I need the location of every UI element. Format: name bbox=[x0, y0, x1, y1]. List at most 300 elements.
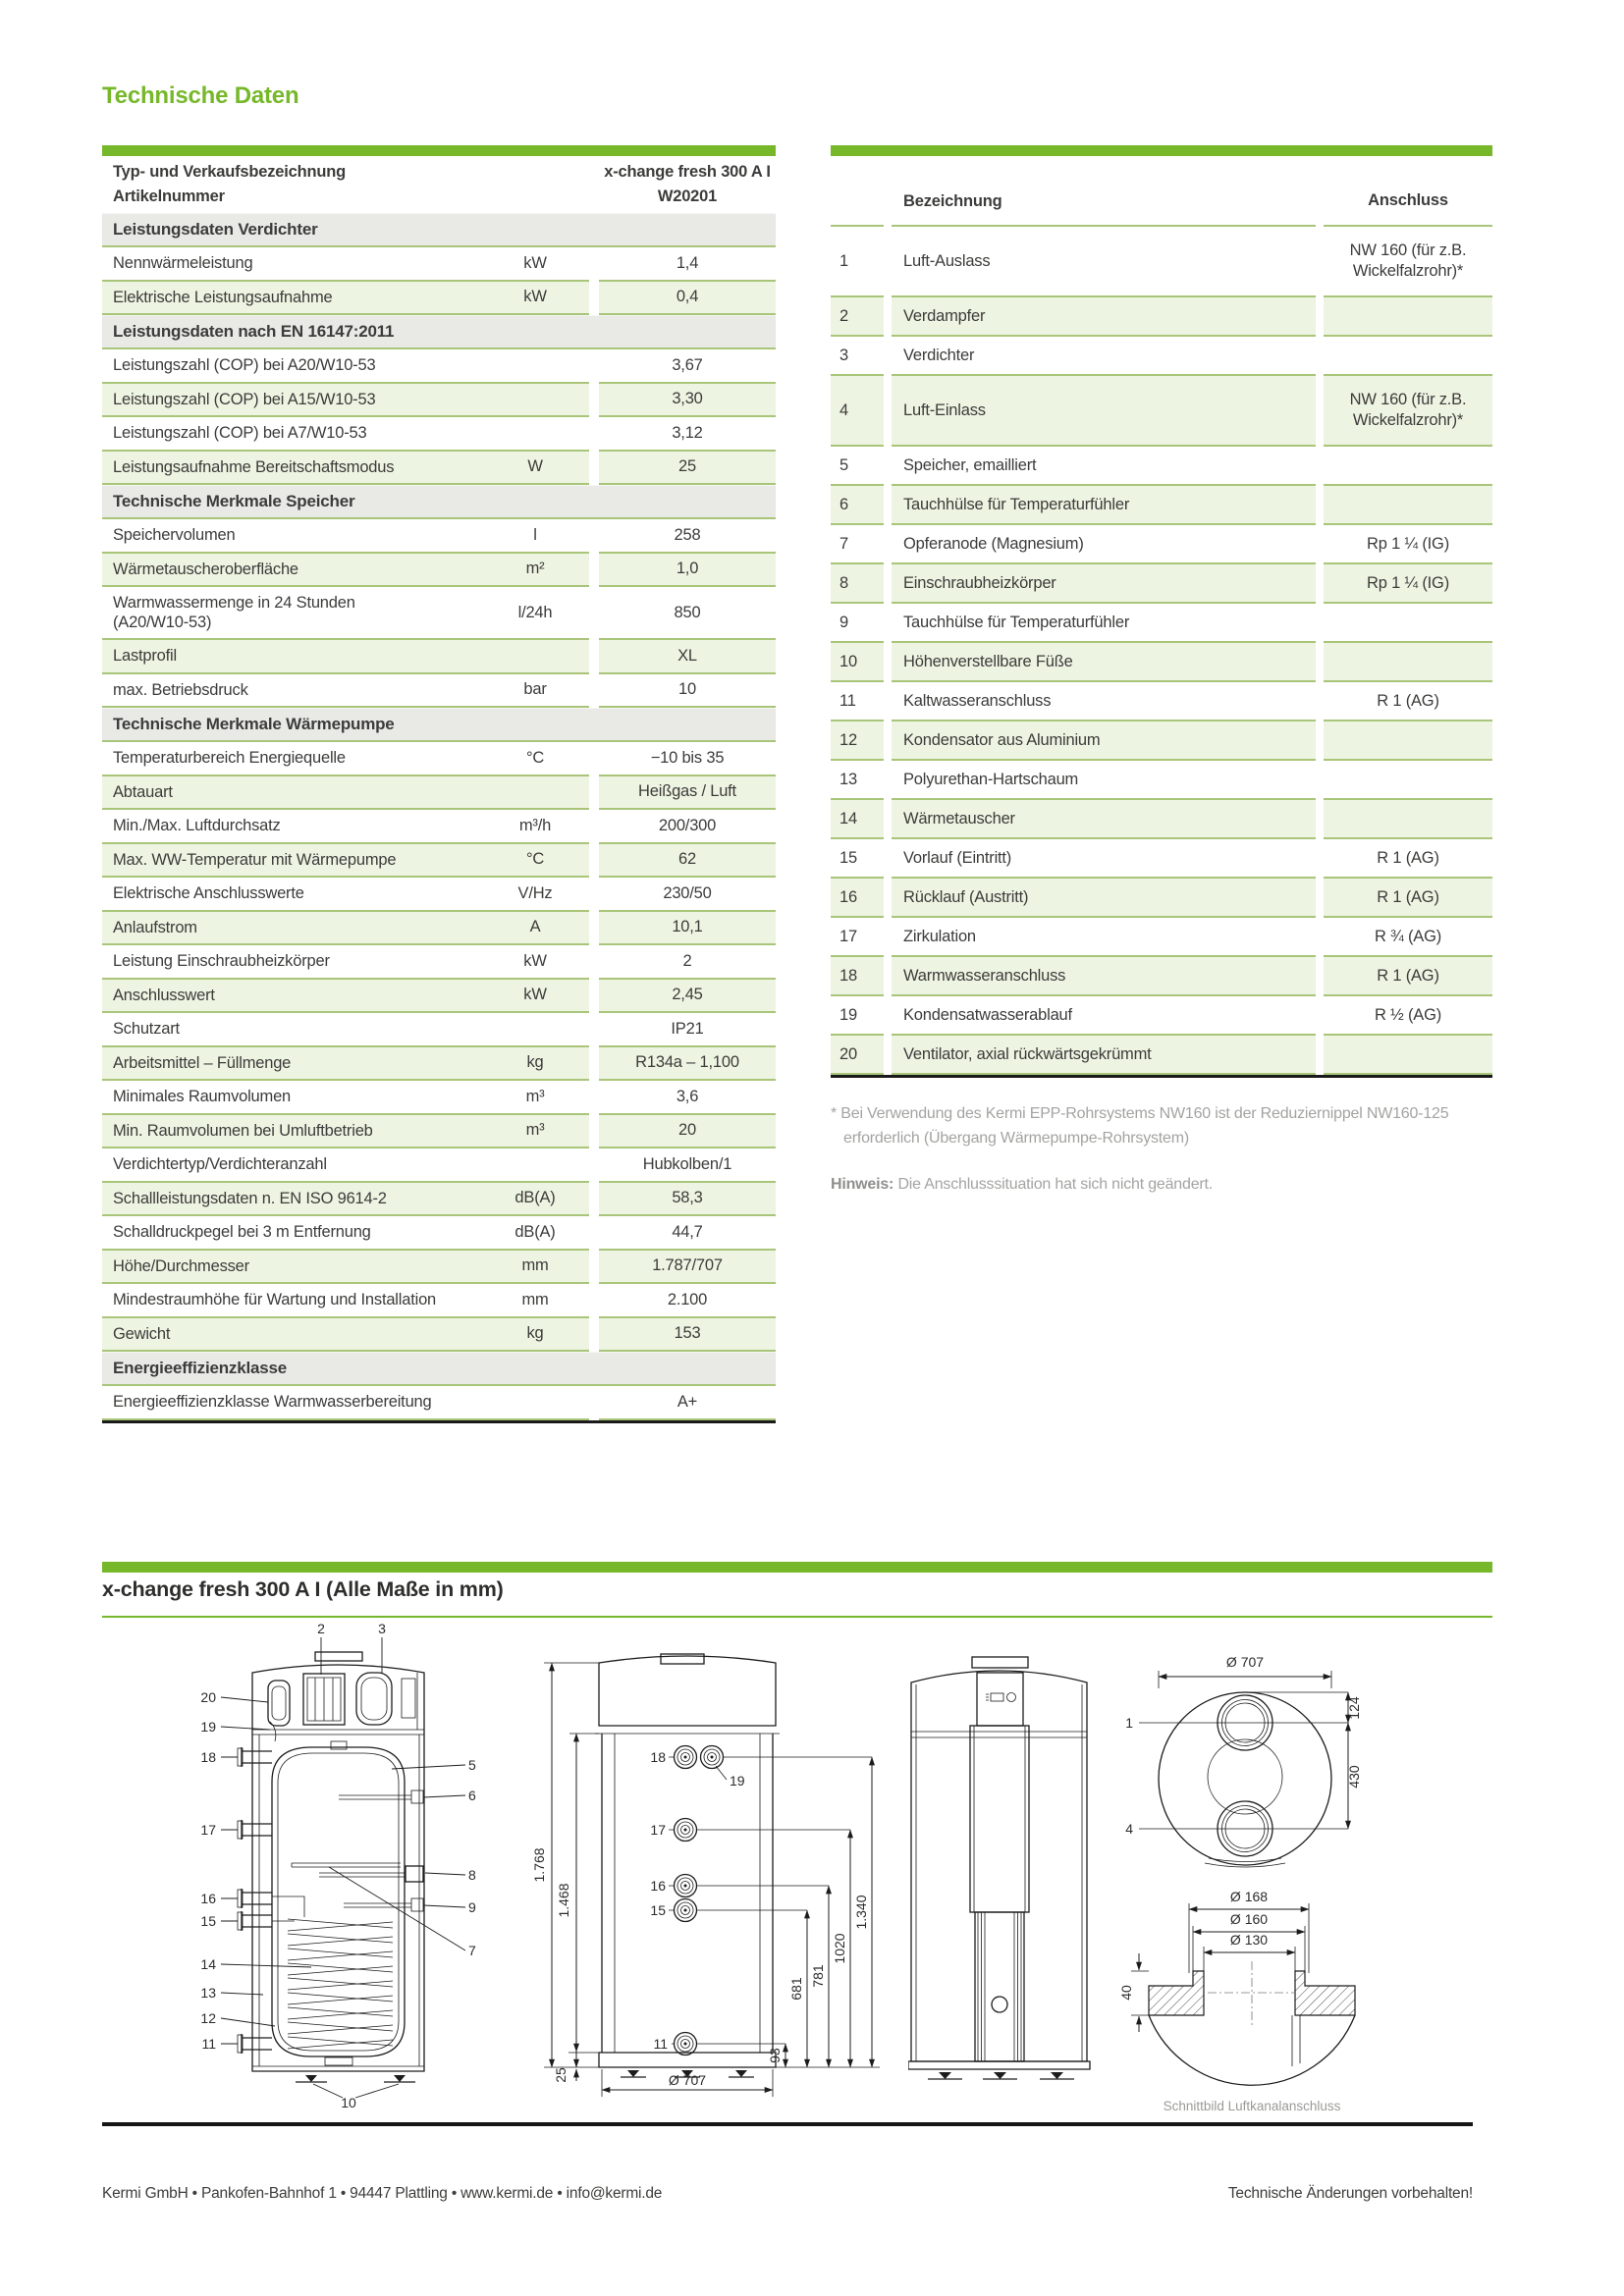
row-value: 25 bbox=[599, 452, 776, 486]
cell-gap bbox=[1316, 525, 1324, 564]
cell-gap bbox=[589, 1318, 599, 1353]
callout-18: 18 bbox=[200, 1749, 216, 1765]
section-header-row: Technische Merkmale Wärmepumpe bbox=[102, 708, 776, 742]
row-label: Arbeitsmittel – Füllmenge bbox=[113, 1053, 292, 1072]
row-name: Einschraubheizkörper bbox=[892, 564, 1316, 604]
unit-outline bbox=[911, 1671, 1087, 2061]
row-value: 10,1 bbox=[599, 912, 776, 946]
cell-gap bbox=[589, 912, 599, 946]
row-number: 5 bbox=[831, 447, 884, 486]
cell-gap bbox=[589, 674, 599, 709]
cell-gap bbox=[1316, 486, 1324, 525]
cell-gap bbox=[884, 604, 892, 643]
table-row bbox=[831, 879, 1492, 918]
table-row bbox=[102, 844, 776, 879]
cell-gap bbox=[589, 810, 599, 844]
row-connection bbox=[1324, 721, 1492, 761]
table-row bbox=[831, 643, 1492, 682]
table-row bbox=[102, 878, 776, 912]
row-label: Schutzart bbox=[113, 1020, 180, 1039]
cell-gap bbox=[884, 879, 892, 918]
row-name: Verdampfer bbox=[892, 297, 1316, 337]
row-unit: bar bbox=[523, 680, 547, 699]
section-header-row: Leistungsdaten Verdichter bbox=[102, 213, 776, 247]
dim-height-total: 1.768 bbox=[531, 1847, 547, 1883]
row-number: 7 bbox=[831, 525, 884, 564]
row-number: 18 bbox=[831, 957, 884, 996]
table-row bbox=[831, 525, 1492, 564]
callout-1: 1 bbox=[1125, 1715, 1133, 1731]
cell-gap bbox=[884, 682, 892, 721]
row-unit: dB(A) bbox=[514, 1189, 556, 1207]
callout-10: 10 bbox=[341, 2095, 356, 2110]
cell-gap bbox=[589, 844, 599, 879]
row-connection bbox=[1324, 604, 1492, 643]
row-unit: m³ bbox=[525, 1121, 545, 1140]
table-header-row bbox=[831, 156, 1492, 227]
row-unit: V/Hz bbox=[517, 883, 553, 902]
heat-exchanger-coil bbox=[288, 1919, 393, 2049]
port-label-19: 19 bbox=[730, 1773, 745, 1789]
table-row bbox=[102, 1047, 776, 1082]
row-label-cell bbox=[102, 742, 589, 776]
right-table-rows bbox=[831, 227, 1492, 1075]
row-value: 258 bbox=[599, 519, 776, 554]
row-connection: Rp 1 ¼ (IG) bbox=[1324, 564, 1492, 604]
cell-gap bbox=[1316, 376, 1324, 447]
cell-gap bbox=[1316, 227, 1324, 297]
cell-gap bbox=[1316, 761, 1324, 800]
dim-430: 430 bbox=[1346, 1765, 1362, 1789]
row-label: Leistungsaufnahme Bereitschaftsmodus bbox=[113, 457, 395, 476]
row-connection bbox=[1324, 486, 1492, 525]
row-connection bbox=[1324, 643, 1492, 682]
row-label-cell bbox=[102, 945, 589, 980]
dim-160: Ø 160 bbox=[1229, 1911, 1269, 1927]
row-unit: kg bbox=[526, 1324, 544, 1343]
row-unit: °C bbox=[525, 748, 545, 767]
tank-dome-section bbox=[1149, 2015, 1355, 2085]
cell-gap bbox=[884, 564, 892, 604]
row-name: Luft-Auslass bbox=[892, 227, 1316, 297]
row-name: Rücklauf (Austritt) bbox=[892, 879, 1316, 918]
row-label-cell bbox=[102, 1081, 589, 1115]
row-connection bbox=[1324, 1036, 1492, 1075]
hint-note bbox=[831, 1176, 1494, 1194]
cell-gap bbox=[1316, 447, 1324, 486]
table-row bbox=[831, 761, 1492, 800]
table-row bbox=[102, 247, 776, 282]
condensate-pipe bbox=[270, 1722, 276, 1741]
row-label: Energieeffizienzklasse Warmwasserbereitung bbox=[113, 1393, 432, 1412]
row-unit: kW bbox=[523, 951, 547, 970]
drawings-underline bbox=[102, 1616, 1492, 1618]
callout-2: 2 bbox=[317, 1621, 325, 1636]
drain-opening bbox=[992, 1997, 1007, 2012]
row-label: Anlaufstrom bbox=[113, 918, 197, 936]
cell-gap bbox=[589, 554, 599, 588]
header-name-cell: Bezeichnung bbox=[892, 156, 1316, 227]
table-row bbox=[102, 1115, 776, 1149]
cell-gap bbox=[1316, 800, 1324, 839]
cell-gap bbox=[884, 1036, 892, 1075]
cell-gap bbox=[1316, 996, 1324, 1036]
callout-19: 19 bbox=[200, 1719, 216, 1735]
row-unit: m³/h bbox=[518, 816, 552, 834]
row-label: Speichervolumen bbox=[113, 526, 236, 545]
table-row bbox=[102, 674, 776, 709]
row-label: Elektrische Anschlusswerte bbox=[113, 884, 304, 903]
row-name: Warmwasseranschluss bbox=[892, 957, 1316, 996]
row-name: Polyurethan-Hartschaum bbox=[892, 761, 1316, 800]
table-row bbox=[831, 604, 1492, 643]
cell-gap bbox=[884, 918, 892, 957]
cell-gap bbox=[589, 156, 599, 213]
footer-disclaimer: Technische Änderungen vorbehalten! bbox=[1227, 2185, 1473, 2202]
table-row bbox=[831, 918, 1492, 957]
row-label: Temperaturbereich Energiequelle bbox=[113, 749, 346, 768]
table-row bbox=[831, 1036, 1492, 1075]
row-unit: dB(A) bbox=[514, 1222, 556, 1241]
cell-gap bbox=[589, 945, 599, 980]
row-label-cell bbox=[102, 776, 589, 811]
row-value: Heißgas / Luft bbox=[599, 776, 776, 811]
row-value: 44,7 bbox=[599, 1216, 776, 1251]
cell-gap bbox=[589, 349, 599, 384]
cell-gap bbox=[589, 247, 599, 282]
row-label-cell bbox=[102, 1216, 589, 1251]
row-name: Tauchhülse für Temperaturfühler bbox=[892, 486, 1316, 525]
cell-gap bbox=[1316, 1036, 1324, 1075]
row-value: 1.787/707 bbox=[599, 1251, 776, 1285]
cell-gap bbox=[1316, 918, 1324, 957]
table-row bbox=[831, 447, 1492, 486]
row-label: Min. Raumvolumen bei Umluftbetrieb bbox=[113, 1121, 373, 1140]
row-label: Min./Max. Luftdurchsatz bbox=[113, 817, 281, 835]
table-row bbox=[831, 957, 1492, 996]
table-row bbox=[102, 1148, 776, 1183]
row-label-cell bbox=[102, 349, 589, 384]
row-label-cell bbox=[102, 587, 589, 640]
row-value: 3,12 bbox=[599, 417, 776, 452]
row-connection: R 1 (AG) bbox=[1324, 879, 1492, 918]
dim-168: Ø 168 bbox=[1229, 1889, 1269, 1904]
row-label: Höhe/Durchmesser bbox=[113, 1256, 249, 1275]
row-label-cell bbox=[102, 554, 589, 588]
row-number: 17 bbox=[831, 918, 884, 957]
connection-ports bbox=[675, 1746, 724, 2056]
cell-gap bbox=[589, 384, 599, 418]
table-row bbox=[102, 587, 776, 640]
table-row bbox=[102, 1318, 776, 1353]
row-label: Anschlusswert bbox=[113, 986, 215, 1004]
row-label-cell bbox=[102, 674, 589, 709]
row-label-cell bbox=[102, 980, 589, 1014]
row-label: Schallleistungsdaten n. EN ISO 9614-2 bbox=[113, 1189, 387, 1207]
row-connection: R ½ (AG) bbox=[1324, 996, 1492, 1036]
cell-gap bbox=[589, 1284, 599, 1318]
footnote-line-2: erforderlich (Übergang Wärmepumpe-Rohrsystem) bbox=[843, 1130, 1190, 1147]
row-number: 2 bbox=[831, 297, 884, 337]
row-number: 20 bbox=[831, 1036, 884, 1075]
cell-gap bbox=[589, 640, 599, 674]
cell-gap bbox=[884, 376, 892, 447]
port-label-18: 18 bbox=[650, 1749, 666, 1765]
cell-gap bbox=[884, 447, 892, 486]
row-value: 10 bbox=[599, 674, 776, 709]
row-number: 15 bbox=[831, 839, 884, 879]
row-value: XL bbox=[599, 640, 776, 674]
table-row bbox=[102, 776, 776, 811]
row-label-cell bbox=[102, 878, 589, 912]
row-name: Speicher, emailliert bbox=[892, 447, 1316, 486]
row-label-cell bbox=[102, 1013, 589, 1047]
page-title: Technische Daten bbox=[102, 82, 299, 109]
dim-height-body: 1.468 bbox=[556, 1883, 571, 1918]
row-label: Leistung Einschraubheizkörper bbox=[113, 952, 330, 971]
row-label-cell bbox=[102, 1251, 589, 1285]
dimension-drawing bbox=[530, 1620, 903, 2101]
table-row bbox=[102, 349, 776, 384]
header-label-2: Artikelnummer bbox=[113, 187, 225, 205]
flange-section-left bbox=[1149, 1971, 1204, 2015]
row-connection: R 1 (AG) bbox=[1324, 839, 1492, 879]
section-caption: Schnittbild Luftkanalanschluss bbox=[1163, 2099, 1341, 2113]
table-top-bar bbox=[831, 145, 1492, 156]
row-value: Hubkolben/1 bbox=[599, 1148, 776, 1183]
duct-column-lower bbox=[975, 1912, 1024, 2061]
row-connection: NW 160 (für z.B. Wickelfalzrohr)* bbox=[1324, 376, 1492, 447]
table-row bbox=[102, 1284, 776, 1318]
callout-4: 4 bbox=[1125, 1821, 1133, 1837]
callout-16: 16 bbox=[200, 1891, 216, 1906]
row-label-cell bbox=[102, 640, 589, 674]
top-view-outline bbox=[1159, 1692, 1331, 1865]
row-unit: m³ bbox=[525, 1087, 545, 1105]
row-value: 3,67 bbox=[599, 349, 776, 384]
display-icon bbox=[986, 1693, 1016, 1702]
cell-gap bbox=[1316, 564, 1324, 604]
row-name: Wärmetauscher bbox=[892, 800, 1316, 839]
cell-gap bbox=[589, 1047, 599, 1082]
cell-gap bbox=[589, 776, 599, 811]
row-label: Wärmetauscheroberfläche bbox=[113, 560, 298, 578]
footer-rule bbox=[102, 2122, 1473, 2126]
row-label: Minimales Raumvolumen bbox=[113, 1088, 292, 1106]
row-name: Kondensatwasserablauf bbox=[892, 996, 1316, 1036]
row-number: 16 bbox=[831, 879, 884, 918]
cell-gap bbox=[884, 839, 892, 879]
row-connection: R 1 (AG) bbox=[1324, 957, 1492, 996]
table-row bbox=[102, 452, 776, 486]
row-value: A+ bbox=[599, 1386, 776, 1420]
callout-9: 9 bbox=[468, 1899, 476, 1915]
table-row bbox=[831, 376, 1492, 447]
table-row bbox=[831, 721, 1492, 761]
cell-gap bbox=[589, 742, 599, 776]
anode-rod bbox=[292, 1863, 401, 1867]
row-unit: m² bbox=[525, 560, 545, 578]
cell-gap bbox=[884, 761, 892, 800]
row-name: Höhenverstellbare Füße bbox=[892, 643, 1316, 682]
row-value: 62 bbox=[599, 844, 776, 879]
table-row bbox=[102, 1216, 776, 1251]
cell-gap bbox=[1316, 604, 1324, 643]
cell-gap bbox=[884, 800, 892, 839]
cell-gap bbox=[589, 452, 599, 486]
row-value: 1,4 bbox=[599, 247, 776, 282]
row-value: 1,0 bbox=[599, 554, 776, 588]
drain-fitting bbox=[325, 2057, 352, 2065]
header-label-cell bbox=[102, 156, 589, 213]
duct-section-drawing bbox=[1110, 1885, 1394, 2120]
drawings-section-title: x-change fresh 300 A I (Alle Maße in mm) bbox=[102, 1577, 504, 1601]
dim-diameter: Ø 707 bbox=[668, 2072, 707, 2088]
row-label-line: Warmwassermenge in 24 Stunden bbox=[113, 594, 355, 612]
cell-gap bbox=[589, 980, 599, 1014]
row-name: Verdichter bbox=[892, 337, 1316, 376]
cell-gap bbox=[589, 282, 599, 316]
table-row bbox=[831, 564, 1492, 604]
row-label: Leistungszahl (COP) bei A15/W10-53 bbox=[113, 390, 376, 408]
hint-text: Die Anschlusssituation hat sich nicht geändert. bbox=[893, 1176, 1214, 1193]
cross-section-drawing bbox=[123, 1620, 515, 2115]
article-number: W20201 bbox=[657, 187, 718, 205]
cell-gap bbox=[589, 1183, 599, 1217]
cell-gap bbox=[589, 1386, 599, 1420]
row-label: Verdichtertyp/Verdichteranzahl bbox=[113, 1155, 327, 1174]
row-value: IP21 bbox=[599, 1013, 776, 1047]
header-value-cell bbox=[599, 156, 776, 213]
drawings-top-bar bbox=[102, 1562, 1492, 1573]
row-label: Abtauart bbox=[113, 782, 173, 801]
row-name: Vorlauf (Eintritt) bbox=[892, 839, 1316, 879]
left-table-rows bbox=[102, 213, 776, 1420]
callout-6: 6 bbox=[468, 1788, 476, 1803]
cell-gap bbox=[884, 337, 892, 376]
callout-14: 14 bbox=[200, 1956, 216, 1972]
cell-gap bbox=[589, 1013, 599, 1047]
row-unit: kW bbox=[523, 288, 547, 306]
row-value: 58,3 bbox=[599, 1183, 776, 1217]
table-row bbox=[102, 945, 776, 980]
row-value: 850 bbox=[599, 587, 776, 640]
callout-7: 7 bbox=[468, 1943, 476, 1958]
row-value: 2.100 bbox=[599, 1284, 776, 1318]
callout-5: 5 bbox=[468, 1757, 476, 1773]
cell-gap bbox=[884, 525, 892, 564]
table-bottom-border bbox=[831, 1075, 1492, 1078]
row-value: 2,45 bbox=[599, 980, 776, 1014]
row-unit: mm bbox=[521, 1256, 549, 1275]
row-number: 8 bbox=[831, 564, 884, 604]
row-label-cell bbox=[102, 844, 589, 879]
row-connection bbox=[1324, 761, 1492, 800]
dim-681: 681 bbox=[788, 1977, 804, 2001]
cell-gap bbox=[1316, 337, 1324, 376]
row-label: Gewicht bbox=[113, 1324, 171, 1343]
row-connection bbox=[1324, 447, 1492, 486]
technical-data-table bbox=[102, 145, 776, 1423]
row-label bbox=[113, 593, 481, 632]
row-value: −10 bis 35 bbox=[599, 742, 776, 776]
cell-gap bbox=[589, 1216, 599, 1251]
row-value: 20 bbox=[599, 1115, 776, 1149]
callout-15: 15 bbox=[200, 1913, 216, 1929]
row-label-cell bbox=[102, 282, 589, 316]
row-value: 2 bbox=[599, 945, 776, 980]
row-label-cell bbox=[102, 1047, 589, 1082]
cell-gap bbox=[589, 1081, 599, 1115]
cell-gap bbox=[1316, 643, 1324, 682]
row-label-cell bbox=[102, 1115, 589, 1149]
cell-gap bbox=[589, 878, 599, 912]
feet bbox=[296, 2075, 415, 2082]
cell-gap bbox=[1316, 297, 1324, 337]
table-row bbox=[102, 384, 776, 418]
callout-17: 17 bbox=[200, 1822, 216, 1838]
row-label-cell bbox=[102, 417, 589, 452]
row-name: Kaltwasseranschluss bbox=[892, 682, 1316, 721]
row-number: 11 bbox=[831, 682, 884, 721]
table-row bbox=[831, 486, 1492, 525]
row-unit: l/24h bbox=[517, 603, 553, 621]
section-header-row: Energieeffizienzklasse bbox=[102, 1352, 776, 1386]
dim-diameter: Ø 707 bbox=[1225, 1654, 1265, 1670]
header-label-1: Typ- und Verkaufsbezeichnung bbox=[113, 163, 347, 181]
connections-table bbox=[831, 145, 1492, 1078]
exterior-view-drawing bbox=[908, 1620, 1139, 2101]
callout-8: 8 bbox=[468, 1867, 476, 1883]
row-unit: kW bbox=[523, 253, 547, 272]
row-value: 3,6 bbox=[599, 1081, 776, 1115]
row-name: Tauchhülse für Temperaturfühler bbox=[892, 604, 1316, 643]
dim-1340: 1.340 bbox=[853, 1895, 869, 1930]
table-row bbox=[831, 337, 1492, 376]
cell-gap bbox=[1316, 682, 1324, 721]
row-number: 6 bbox=[831, 486, 884, 525]
table-row bbox=[831, 227, 1492, 297]
row-value: R134a – 1,100 bbox=[599, 1047, 776, 1082]
table-row bbox=[102, 742, 776, 776]
row-label-cell bbox=[102, 810, 589, 844]
row-label: Nennwärmeleistung bbox=[113, 254, 253, 273]
flange-section-right bbox=[1295, 1971, 1355, 2015]
row-connection: R ¾ (AG) bbox=[1324, 918, 1492, 957]
table-top-bar bbox=[102, 145, 776, 156]
dim-1020: 1020 bbox=[832, 1933, 847, 1964]
table-bottom-border bbox=[102, 1420, 776, 1423]
table-row bbox=[831, 800, 1492, 839]
cell-gap bbox=[1316, 879, 1324, 918]
cell-gap bbox=[884, 297, 892, 337]
top-view-drawing bbox=[1110, 1620, 1394, 1885]
row-unit: l bbox=[533, 525, 537, 544]
row-label: Schalldruckpegel bei 3 m Entfernung bbox=[113, 1223, 371, 1242]
port-label-11: 11 bbox=[653, 2036, 668, 2052]
row-name: Luft-Einlass bbox=[892, 376, 1316, 447]
row-label-cell bbox=[102, 1386, 589, 1420]
cap-outline bbox=[599, 1656, 776, 1726]
cell-gap bbox=[589, 417, 599, 452]
row-connection bbox=[1324, 800, 1492, 839]
header-number-cell bbox=[831, 156, 884, 227]
row-label-cell bbox=[102, 912, 589, 946]
cell-gap bbox=[884, 996, 892, 1036]
row-name: Zirkulation bbox=[892, 918, 1316, 957]
row-label: Leistungszahl (COP) bei A7/W10-53 bbox=[113, 424, 367, 443]
row-number: 3 bbox=[831, 337, 884, 376]
